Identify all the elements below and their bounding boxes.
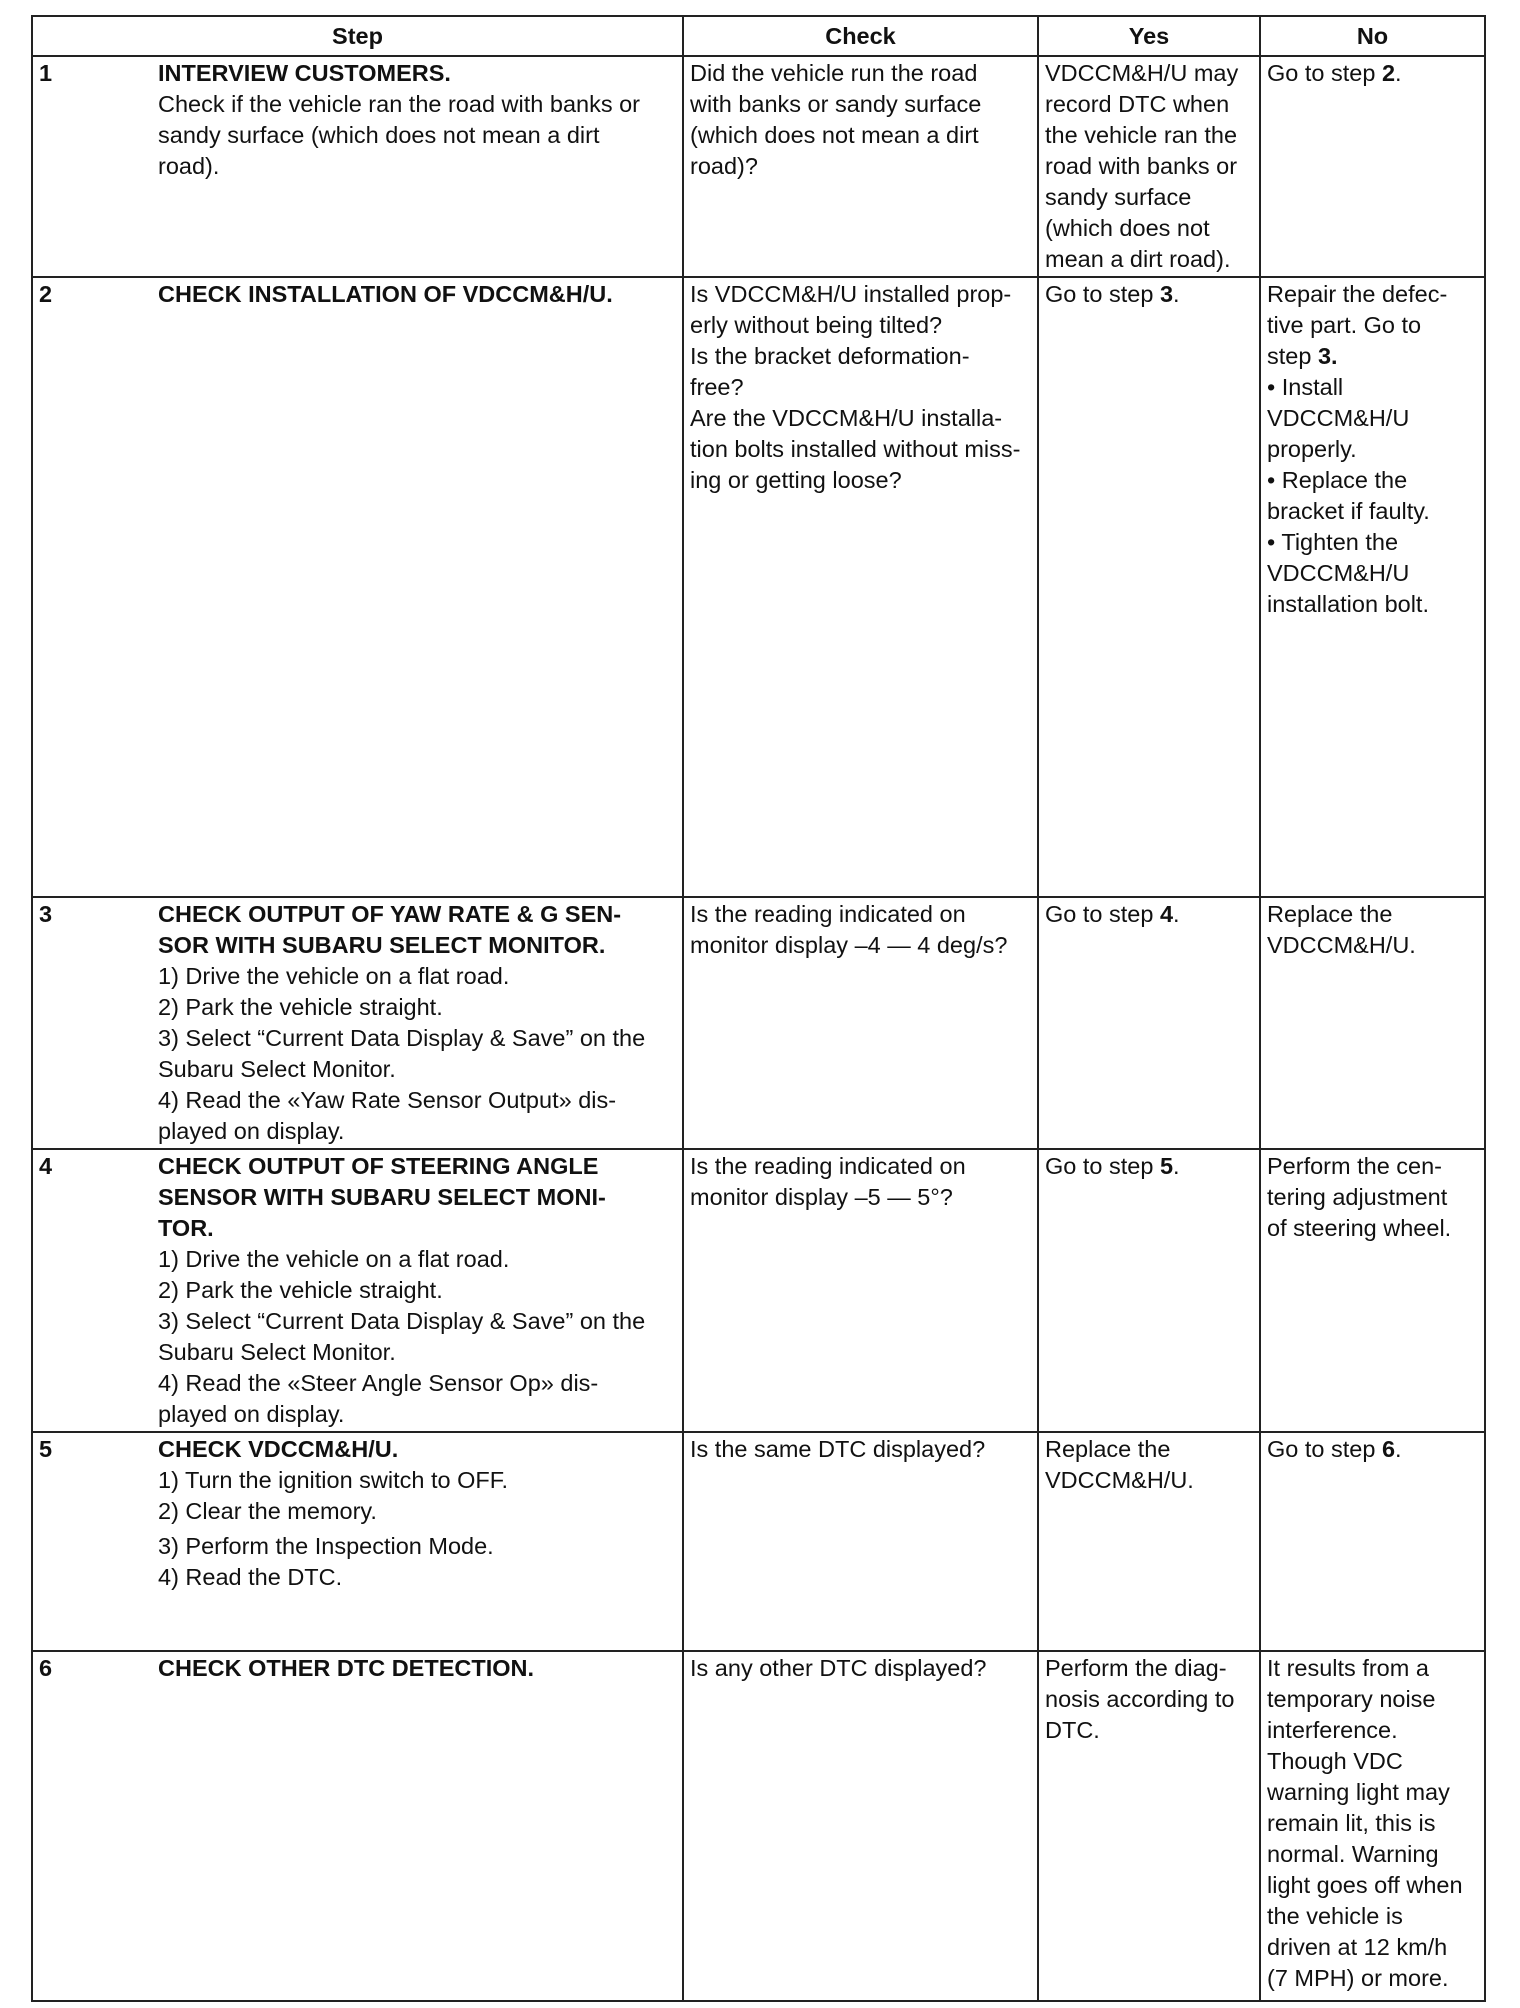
list-item: 4) Read the DTC. [158, 1564, 343, 1590]
no-text: tering adjustment [1267, 1184, 1448, 1210]
step-number: 6 [39, 1655, 53, 1681]
no-text: Though VDC [1267, 1748, 1403, 1774]
no-text: Repair the defec- [1267, 281, 1448, 307]
step-title: CHECK OUTPUT OF YAW RATE & G SEN- [158, 901, 622, 927]
check-cell [683, 897, 1038, 1149]
step-ref: 5 [1159, 1153, 1174, 1179]
yes-text: (which does not [1045, 215, 1210, 241]
no-cell [1260, 56, 1485, 277]
no-cell [1260, 277, 1485, 897]
no-text: tive part. Go to [1267, 312, 1422, 338]
header-yes: Yes [1038, 16, 1260, 56]
no-text: Perform the cen- [1267, 1153, 1443, 1179]
step-ref: 3 [1159, 281, 1174, 307]
yes-text: nosis according to [1045, 1686, 1235, 1712]
header-no: No [1260, 16, 1485, 56]
table-row [32, 1432, 1485, 1651]
check-text: Is the reading indicated on [690, 1153, 966, 1179]
step-number: 2 [39, 281, 53, 307]
no-text: light goes off when [1267, 1872, 1463, 1898]
yes-cell [1038, 56, 1260, 277]
step-text: Check if the vehicle ran the road with banks or [158, 91, 641, 117]
no-text: It results from a [1267, 1655, 1429, 1681]
step-number: 3 [39, 901, 53, 927]
no-cell [1260, 897, 1485, 1149]
step-title: CHECK VDCCM&H/U. [158, 1436, 399, 1462]
step-number: 5 [39, 1436, 53, 1462]
yes-text: the vehicle ran the [1045, 122, 1238, 148]
no-text: the vehicle is [1267, 1903, 1403, 1929]
check-text: monitor display –4 — 4 deg/s? [690, 932, 1008, 958]
no-text: • Tighten the [1267, 529, 1399, 555]
yes-text: VDCCM&H/U. [1045, 1467, 1194, 1493]
check-cell [683, 277, 1038, 897]
list-item: 4) Read the «Steer Angle Sensor Op» dis- [158, 1370, 599, 1396]
check-text: Is any other DTC displayed? [690, 1655, 987, 1681]
list-item: 2) Park the vehicle straight. [158, 1277, 443, 1303]
header-row [32, 16, 1485, 56]
step-title: SENSOR WITH SUBARU SELECT MONI- [158, 1184, 606, 1210]
check-text: free? [690, 374, 744, 400]
list-item: 3) Select “Current Data Display & Save” on the [158, 1308, 646, 1334]
check-cell [683, 1432, 1038, 1651]
no-text: remain lit, this is [1267, 1810, 1436, 1836]
yes-cell [1038, 1651, 1260, 2001]
table-row [32, 1149, 1485, 1432]
no-text: Go to step 2. [1267, 60, 1402, 86]
list-item: 1) Drive the vehicle on a flat road. [158, 1246, 510, 1272]
list-item: 1) Turn the ignition switch to OFF. [158, 1467, 509, 1493]
check-text: with banks or sandy surface [690, 91, 982, 117]
step-text: sandy surface (which does not mean a dirt [158, 122, 600, 148]
no-text: Go to step 6. [1267, 1436, 1402, 1462]
check-cell [683, 1149, 1038, 1432]
yes-cell [1038, 1149, 1260, 1432]
step-title: CHECK INSTALLATION OF VDCCM&H/U. [158, 281, 613, 307]
yes-text: record DTC when [1045, 91, 1230, 117]
yes-text: Perform the diag- [1045, 1655, 1227, 1681]
check-text: Is VDCCM&H/U installed prop- [690, 281, 1012, 307]
yes-cell [1038, 1432, 1260, 1651]
no-text: Replace the [1267, 901, 1393, 927]
list-item: played on display. [158, 1118, 345, 1144]
list-item: 3) Perform the Inspection Mode. [158, 1533, 494, 1559]
list-item: 2) Clear the memory. [158, 1498, 377, 1524]
no-text: driven at 12 km/h [1267, 1934, 1448, 1960]
check-text: road)? [690, 153, 758, 179]
no-text: properly. [1267, 436, 1357, 462]
check-text: Are the VDCCM&H/U installa- [690, 405, 1003, 431]
no-text: temporary noise [1267, 1686, 1436, 1712]
check-text: monitor display –5 — 5°? [690, 1184, 953, 1210]
yes-text: DTC. [1045, 1717, 1100, 1743]
step-title: CHECK OUTPUT OF STEERING ANGLE [158, 1153, 599, 1179]
no-text: installation bolt. [1267, 591, 1429, 617]
no-text: interference. [1267, 1717, 1398, 1743]
check-cell [683, 1651, 1038, 2001]
yes-text: road with banks or [1045, 153, 1238, 179]
diagnostic-table [31, 15, 1486, 2002]
step-cell [32, 1651, 683, 2001]
no-text: VDCCM&H/U [1267, 405, 1410, 431]
no-cell [1260, 1432, 1485, 1651]
no-text: warning light may [1267, 1779, 1450, 1805]
header-step: Step [32, 16, 683, 56]
check-text: ing or getting loose? [690, 467, 902, 493]
step-ref: 6 [1381, 1436, 1396, 1462]
yes-text: Go to step 4. [1045, 901, 1180, 927]
check-text: Is the bracket deformation- [690, 343, 970, 369]
table-row [32, 277, 1485, 897]
check-text: Did the vehicle run the road [690, 60, 978, 86]
no-text: • Replace the [1267, 467, 1408, 493]
table-row [32, 1651, 1485, 2001]
check-cell [683, 56, 1038, 277]
yes-text: VDCCM&H/U may [1045, 60, 1239, 86]
step-title: SOR WITH SUBARU SELECT MONITOR. [158, 932, 606, 958]
check-text: tion bolts installed without miss- [690, 436, 1021, 462]
no-text: bracket if faulty. [1267, 498, 1430, 524]
no-text: VDCCM&H/U. [1267, 932, 1416, 958]
no-cell [1260, 1651, 1485, 2001]
yes-text: Go to step 5. [1045, 1153, 1180, 1179]
no-cell [1260, 1149, 1485, 1432]
list-item: 4) Read the «Yaw Rate Sensor Output» dis- [158, 1087, 617, 1113]
no-text: (7 MPH) or more. [1267, 1965, 1449, 1991]
step-title: CHECK OTHER DTC DETECTION. [158, 1655, 534, 1681]
table-row [32, 56, 1485, 277]
step-title: INTERVIEW CUSTOMERS. [158, 60, 451, 86]
check-text: Is the same DTC displayed? [690, 1436, 986, 1462]
no-text: step 3. [1267, 343, 1338, 369]
step-title: TOR. [158, 1215, 214, 1241]
step-ref: 2 [1381, 60, 1396, 86]
no-text: normal. Warning [1267, 1841, 1439, 1867]
yes-text: sandy surface [1045, 184, 1192, 210]
no-text: of steering wheel. [1267, 1215, 1452, 1241]
yes-text: mean a dirt road). [1045, 246, 1231, 272]
check-text: Is the reading indicated on [690, 901, 966, 927]
step-number: 4 [39, 1153, 53, 1179]
step-cell [32, 277, 683, 897]
yes-text: Replace the [1045, 1436, 1171, 1462]
list-item: played on display. [158, 1401, 345, 1427]
list-item: Subaru Select Monitor. [158, 1056, 396, 1082]
yes-text: Go to step 3. [1045, 281, 1180, 307]
step-text: road). [158, 153, 220, 179]
step-cell [32, 56, 683, 277]
no-text: VDCCM&H/U [1267, 560, 1410, 586]
step-cell [32, 1149, 683, 1432]
yes-cell [1038, 897, 1260, 1149]
table-row [32, 897, 1485, 1149]
check-text: (which does not mean a dirt [690, 122, 979, 148]
step-ref: 4 [1159, 901, 1174, 927]
header-check: Check [683, 16, 1038, 56]
step-cell [32, 897, 683, 1149]
check-text: erly without being tilted? [690, 312, 943, 338]
step-cell [32, 1432, 683, 1651]
yes-cell [1038, 277, 1260, 897]
list-item: 3) Select “Current Data Display & Save” on the [158, 1025, 646, 1051]
step-number: 1 [39, 60, 53, 86]
list-item: Subaru Select Monitor. [158, 1339, 396, 1365]
step-ref: 3 [1317, 343, 1332, 369]
list-item: 1) Drive the vehicle on a flat road. [158, 963, 510, 989]
list-item: 2) Park the vehicle straight. [158, 994, 443, 1020]
no-text: • Install [1267, 374, 1344, 400]
